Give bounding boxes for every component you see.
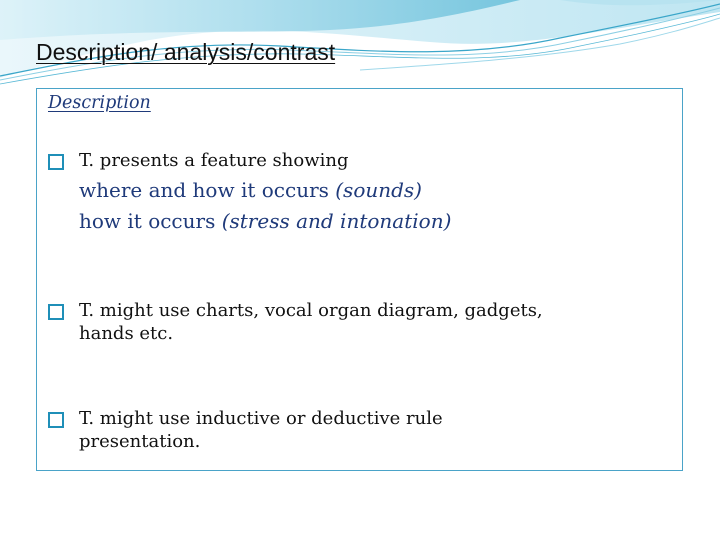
content-box <box>36 88 683 471</box>
sub-line <box>79 177 422 203</box>
bullet-text: T. might use inductive or deductive rule <box>79 408 443 429</box>
bullet-text: T. might use charts, vocal organ diagram, gadgets, <box>79 300 543 321</box>
sub-line-text: where and how it occurs <box>79 178 336 202</box>
bullet-text: T. presents a feature showing <box>79 150 349 171</box>
slide-title: Description/ analysis/contrast <box>36 39 336 65</box>
square-bullet-icon <box>48 412 64 428</box>
bullet-text-continued: hands etc. <box>79 323 174 344</box>
sub-line-note: (stress and intonation) <box>221 209 452 233</box>
square-bullet-icon <box>48 154 64 170</box>
square-bullet-icon <box>48 304 64 320</box>
sub-line-text: how it occurs <box>79 209 222 233</box>
sub-line-note: (sounds) <box>335 178 422 202</box>
sub-line <box>79 208 451 234</box>
section-heading: Description <box>48 93 151 113</box>
bullet-text-continued: presentation. <box>79 431 201 452</box>
